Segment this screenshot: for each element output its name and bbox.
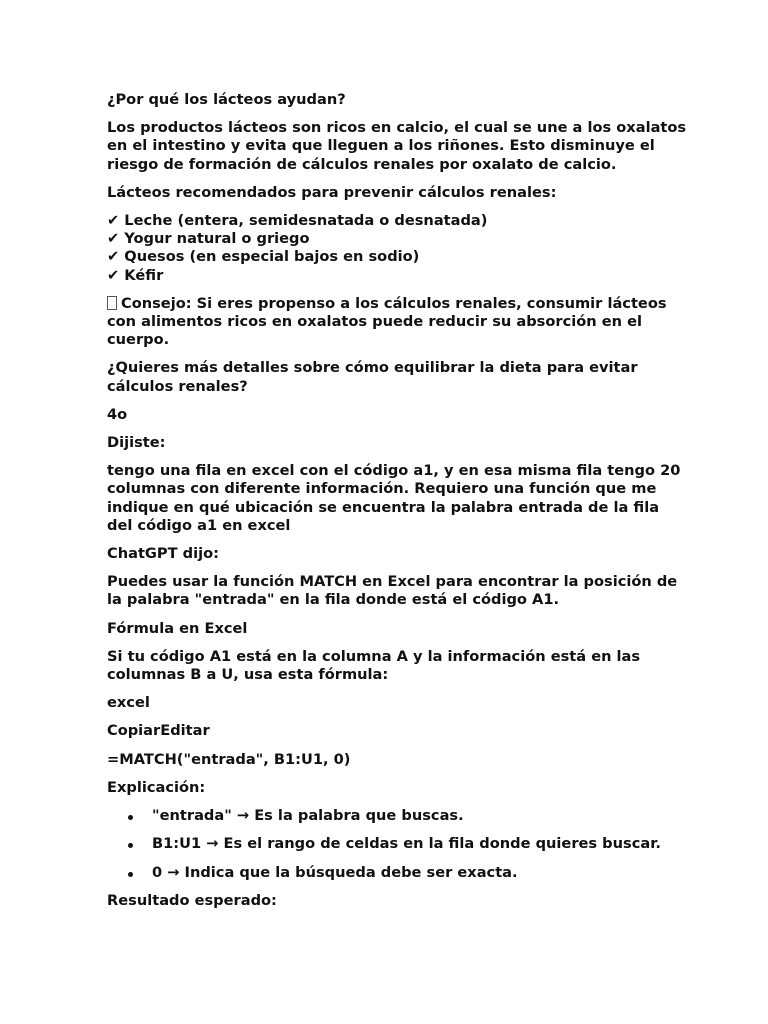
bullet-icon bbox=[128, 843, 133, 848]
list-item-text: 0 → Indica que la búsqueda debe ser exacta. bbox=[152, 863, 518, 881]
list-item bbox=[107, 807, 687, 825]
user-said-label: Dijiste: bbox=[107, 434, 166, 452]
list-item-text: B1:U1 → Es el rango de celdas en la fila donde quieres buscar. bbox=[152, 835, 661, 853]
explanation-list bbox=[107, 807, 687, 882]
tip-paragraph bbox=[107, 295, 687, 350]
bullet-icon bbox=[128, 872, 133, 877]
list-item-text: "entrada" → Es la palabra que buscas. bbox=[152, 807, 464, 825]
list-item bbox=[107, 864, 687, 882]
checklist-item: ✔ Leche (entera, semidesnatada o desnatada) bbox=[107, 212, 488, 230]
checklist-item: ✔ Quesos (en especial bajos en sodio) bbox=[107, 248, 420, 266]
follow-up-question: ¿Quieres más detalles sobre cómo equilibrar la dieta para evitar cálculos renales? bbox=[107, 359, 643, 395]
checklist-item: ✔ Kéfir bbox=[107, 266, 164, 284]
recommended-heading: Lácteos recomendados para prevenir cálculos renales: bbox=[107, 183, 557, 201]
tip-text: Consejo: Si eres propenso a los cálculos renales, consumir lácteos con alimentos ricos en oxalatos puede reducir su absorción en el cuerpo. bbox=[107, 294, 672, 349]
model-tag: 4o bbox=[107, 405, 128, 423]
result-heading: Resultado esperado: bbox=[107, 891, 277, 909]
assistant-said-label: ChatGPT dijo: bbox=[107, 545, 219, 563]
code-actions-label: CopiarEditar bbox=[107, 722, 210, 740]
bullet-icon bbox=[128, 815, 133, 820]
code-language-label: excel bbox=[107, 694, 150, 712]
checklist-item: ✔ Yogur natural o griego bbox=[107, 230, 310, 248]
list-item bbox=[107, 835, 687, 853]
formula-code: =MATCH("entrada", B1:U1, 0) bbox=[107, 750, 351, 768]
document-page bbox=[107, 91, 692, 920]
intro-paragraph: Los productos lácteos son ricos en calcio, el cual se une a los oxalatos en el intestino y evita que lleguen a los riñones. Esto disminuye el riesgo de formación de cálculos renales por oxalato de calcio. bbox=[107, 119, 692, 173]
user-message: tengo una fila en excel con el código a1, y en esa misma fila tengo 20 columnas con diferente información. Requiero una función que me indique en qué ubicación se encuentra la palabra entrada de la fila del código a1 en excel bbox=[107, 462, 686, 534]
missing-glyph-icon bbox=[107, 296, 117, 310]
dairy-checklist bbox=[107, 212, 687, 285]
formula-context: Si tu código A1 está en la columna A y la información está en las columnas B a U, usa esta fórmula: bbox=[107, 647, 646, 684]
answer-intro: Puedes usar la función MATCH en Excel para encontrar la posición de la palabra "entrada" en la fila donde está el código A1. bbox=[107, 573, 683, 609]
formula-heading: Fórmula en Excel bbox=[107, 619, 248, 637]
explanation-heading: Explicación: bbox=[107, 778, 206, 796]
section-question-title: ¿Por qué los lácteos ayudan? bbox=[107, 91, 346, 108]
